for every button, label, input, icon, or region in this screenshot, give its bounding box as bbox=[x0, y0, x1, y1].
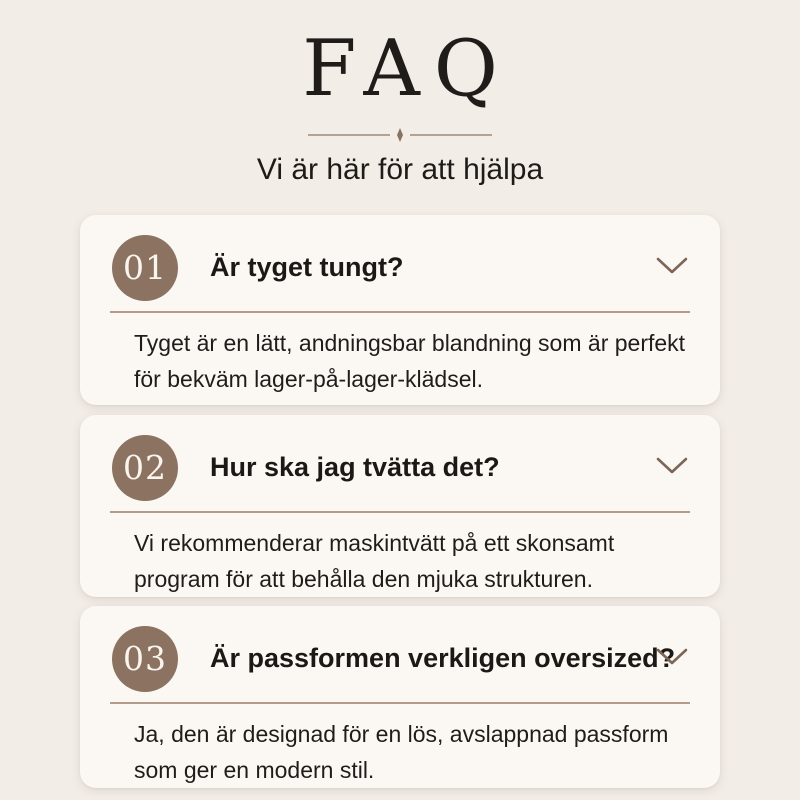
chevron-down-icon[interactable] bbox=[654, 453, 690, 477]
chevron-down-icon[interactable] bbox=[654, 644, 690, 668]
faq-item[interactable] bbox=[80, 215, 720, 405]
faq-answer: Ja, den är designad för en lös, avslappnad passform som ger en modern stil. bbox=[134, 721, 669, 783]
faq-answer: Vi rekommenderar maskintvätt på ett skonsamt program för att behålla den mjuka strukturen. bbox=[134, 530, 615, 592]
ornament-divider-icon bbox=[308, 128, 492, 142]
divider-line bbox=[110, 311, 690, 313]
page-title: FAQ bbox=[302, 24, 512, 114]
chevron-down-icon[interactable] bbox=[654, 253, 690, 277]
number-badge: 03 bbox=[112, 626, 178, 692]
divider-line bbox=[110, 511, 690, 513]
faq-question[interactable]: Hur ska jag tvätta det? bbox=[210, 452, 500, 482]
faq-item[interactable] bbox=[80, 606, 720, 788]
number-badge: 01 bbox=[112, 235, 178, 301]
page-subtitle: Vi är här för att hjälpa bbox=[256, 153, 544, 186]
faq-question[interactable]: Är passformen verkligen oversized? bbox=[210, 643, 676, 673]
faq-answer: Tyget är en lätt, andningsbar blandning som är perfekt för bekväm lager-på-lager-klädsel. bbox=[134, 330, 686, 392]
faq-item[interactable] bbox=[80, 415, 720, 597]
faq-question[interactable]: Är tyget tungt? bbox=[210, 252, 404, 282]
number-badge: 02 bbox=[112, 435, 178, 501]
divider-line bbox=[110, 702, 690, 704]
